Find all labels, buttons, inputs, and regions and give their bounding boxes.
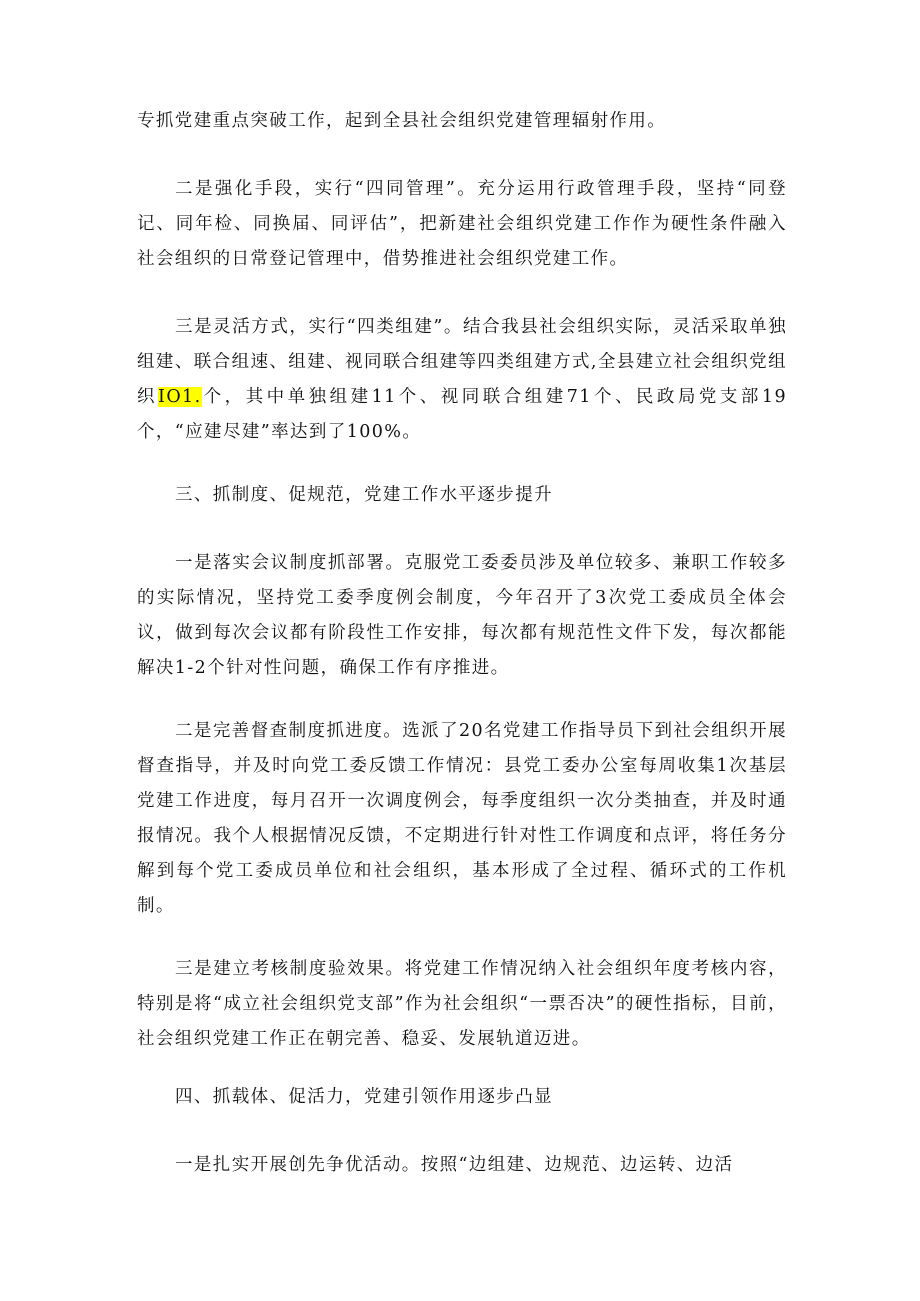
- paragraph-continuation: 专抓党建重点突破工作，起到全县社会组织党建管理辐射作用。: [137, 111, 667, 131]
- paragraph-four-types-building: [137, 310, 787, 450]
- section-heading-three: 三、抓制度、促规范，党建工作水平逐步提升: [175, 485, 553, 505]
- paragraph-assessment-system: 三是建立考核制度验效果。将党建工作情况纳入社会组织年度考核内容，特别是将“成立社会组织党支部”作为社会组织“一票否决”的硬性指标，目前，社会组织党建工作正在朝完善、稳妥、发展轨道迈进。: [137, 959, 787, 1049]
- paragraph-excellence-activity: 一是扎实开展创先争优活动。按照“边组建、边规范、边运转、边活: [175, 1155, 734, 1175]
- paragraph-text-part2: 个，其中单独组建11个、视同联合组建71个、民政局党支部19个，“应建尽建”率达到了100%。: [137, 387, 787, 442]
- section-heading-four: 四、抓载体、促活力，党建引领作用逐步凸显: [175, 1087, 553, 1107]
- paragraph-meeting-system: 一是落实会议制度抓部署。克服党工委委员涉及单位较多、兼职工作较多的实际情况，坚持党工委季度例会制度，今年召开了3次党工委成员全体会议，做到每次会议都有阶段性工作安排，每次都有规范性文件下发，每次都能解决1-2个针对性问题，确保工作有序推进。: [137, 553, 787, 678]
- paragraph-text-part1: 三是灵活方式，实行“四类组建”。结合我县社会组织实际，灵活采取单独组建、联合组速、组建、视同联合组建等四类组建方式,全县建立社会组织党组织: [137, 317, 787, 407]
- paragraph-supervision-system: 二是完善督查制度抓进度。选派了20名党建工作指导员下到社会组织开展督查指导，并及时向党工委反馈工作情况：县党工委办公室每周收集1次基层党建工作进度，每月召开一次调度例会，每季度组织一次分类抽查，并及时通报情况。我个人根据情况反馈，不定期进行针对性工作调度和点评，将任务分解到每个党工委成员单位和社会组织，基本形成了全过程、循环式的工作机制。: [137, 721, 787, 916]
- paragraph-four-same-management: 二是强化手段，实行“四同管理”。充分运用行政管理手段，坚持“同登记、同年检、同换届、同评估”，把新建社会组织党建工作作为硬性条件融入社会组织的日常登记管理中，借势推进社会组织党建工作。: [137, 179, 787, 269]
- highlighted-number: IO1.: [158, 387, 202, 407]
